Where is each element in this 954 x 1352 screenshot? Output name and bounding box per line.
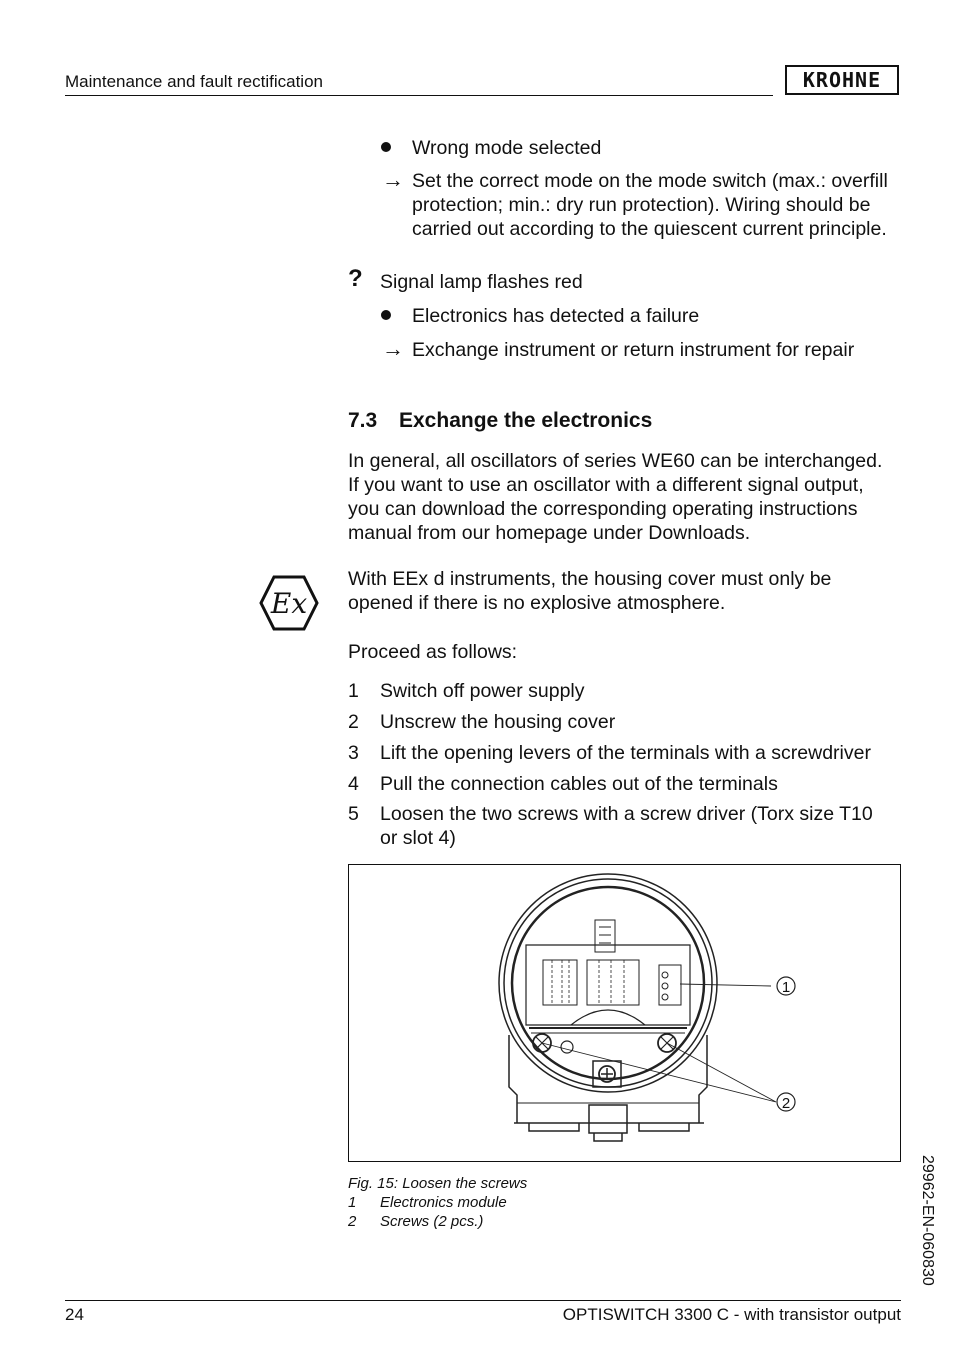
section-title: Exchange the electronics bbox=[399, 409, 653, 432]
section-number: 7.3 bbox=[348, 409, 378, 432]
fault1-cause: Wrong mode selected bbox=[412, 137, 602, 159]
ex-note: With EEx d instruments, the housing cover must only be opened if there is no explosive atmosphere. bbox=[348, 568, 832, 614]
fault2-remedy: Exchange instrument or return instrument for repair bbox=[412, 339, 855, 361]
step-number: 3 bbox=[348, 742, 359, 764]
step-number: 5 bbox=[348, 803, 359, 825]
callout-1: 1 bbox=[781, 979, 791, 996]
bullet-icon bbox=[381, 142, 391, 152]
footer-rule bbox=[65, 1300, 901, 1301]
ex-hazard-icon bbox=[259, 575, 319, 631]
header-rule bbox=[65, 95, 773, 96]
bullet-icon bbox=[381, 310, 391, 320]
step-number: 2 bbox=[348, 711, 359, 733]
legend-number: 1 bbox=[348, 1194, 357, 1211]
proceed-text: Proceed as follows: bbox=[348, 641, 518, 663]
step-number: 1 bbox=[348, 680, 359, 702]
step-text: Pull the connection cables out of the terminals bbox=[380, 773, 778, 795]
intro-paragraph: In general, all oscillators of series WE60 can be interchanged. If you want to use an oscillator with a different signal output, you can download the corresponding operating instructions manual from our homepage under Downloads. bbox=[348, 450, 883, 544]
housing-drawing bbox=[349, 865, 900, 1161]
krohne-logo: KROHNE bbox=[785, 65, 899, 95]
fault2-symptom: Signal lamp flashes red bbox=[380, 271, 583, 293]
figure-caption: Fig. 15: Loosen the screws bbox=[348, 1175, 528, 1192]
page-number: 24 bbox=[65, 1305, 84, 1324]
arrow-right-icon: → bbox=[382, 167, 404, 192]
fault1-remedy: Set the correct mode on the mode switch (max.: overfill protection; min.: dry run protection). Wiring should be carried out according to the quiescent current principle. bbox=[412, 170, 888, 240]
footer-product: OPTISWITCH 3300 C - with transistor output bbox=[562, 1305, 901, 1324]
legend-text: Screws (2 pcs.) bbox=[380, 1213, 484, 1230]
arrow-right-icon: → bbox=[382, 336, 404, 361]
step-text: Unscrew the housing cover bbox=[380, 711, 616, 733]
legend-text: Electronics module bbox=[380, 1194, 507, 1211]
fault2-cause: Electronics has detected a failure bbox=[412, 305, 700, 327]
callout-2: 2 bbox=[781, 1095, 791, 1112]
step-text: Lift the opening levers of the terminals with a screwdriver bbox=[380, 742, 871, 764]
step-text: Switch off power supply bbox=[380, 680, 585, 702]
step-text: Loosen the two screws with a screw driver (Torx size T10 or slot 4) bbox=[380, 803, 873, 849]
running-header: Maintenance and fault rectification bbox=[65, 72, 323, 91]
document-number: 29962-EN-060830 bbox=[919, 1155, 936, 1286]
question-icon: ? bbox=[348, 265, 363, 292]
svg-text:Ex: Ex bbox=[270, 587, 308, 620]
legend-number: 2 bbox=[348, 1213, 357, 1230]
step-number: 4 bbox=[348, 773, 359, 795]
